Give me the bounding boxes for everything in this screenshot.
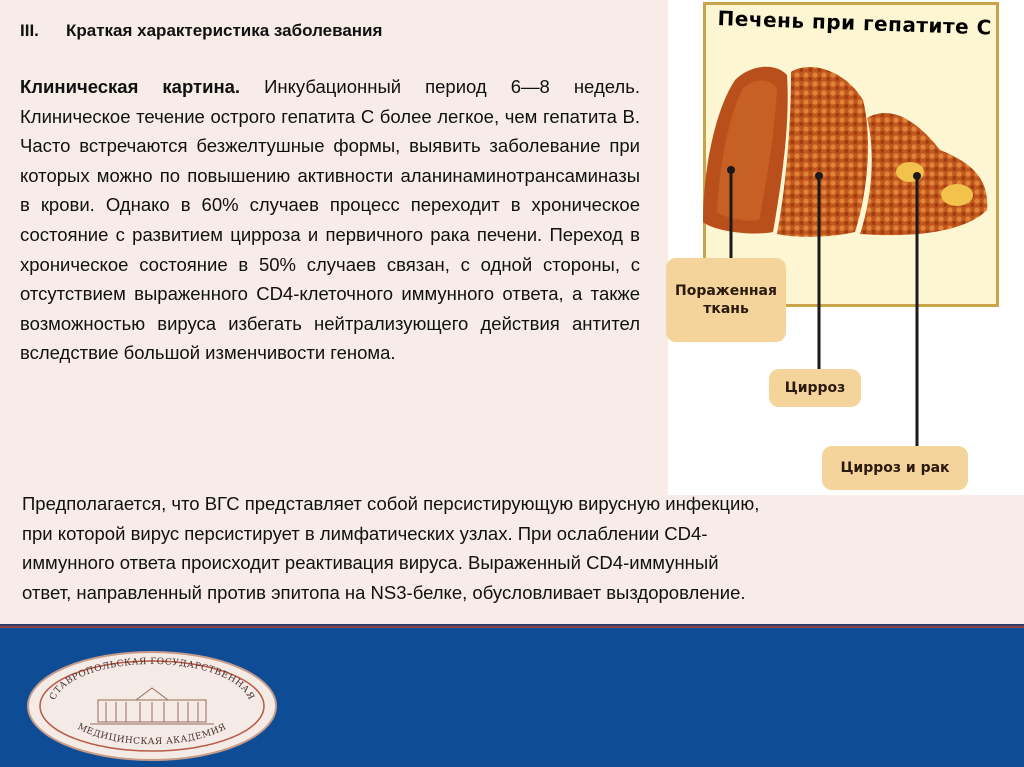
label-cirrhosis-and-cancer: Цирроз и рак: [822, 446, 968, 490]
persistence-line-4: ответ, направленный против эпитопа на NS3-белке, обусловливает выздоровление.: [22, 581, 746, 603]
persistence-line-2: при которой вирус персистирует в лимфатических узлах. При ослаблении CD4-: [22, 522, 708, 544]
label-cirrhosis: Цирроз: [769, 369, 861, 407]
section-number: III.: [20, 21, 39, 40]
label-affected-tissue: Пораженная ткань: [666, 258, 786, 342]
liver-illustration: [695, 0, 1024, 500]
logo-bottom-text: МЕДИЦИНСКАЯ АКАДЕМИЯ: [75, 722, 229, 748]
section-heading: [20, 18, 640, 44]
liver-cirrhosis-lobe: [777, 67, 868, 237]
clinical-picture-paragraph: [20, 72, 640, 368]
main-text-block: [20, 18, 640, 368]
clinical-picture-text: Инкубационный период 6—8 недель. Клиническое течение острого гепатита С более легкое, чем гепатита В. Часто встречаются безжелтушные формы, выявить заболевание при которых можно по повышению активности аланинаминотрансаминазы в крови. Однако в 60% случаев процесс переходит в хроническое состояние с развитием цирроза и первичного рака печени. Переход в хроническое состояние в 50% случаев связан, с одной стороны, с отсутствием выраженного CD4-клеточного иммунного ответа, а также возможностью вируса избегать нейтрализующего действия антител вследствие большой изменчивости генома.: [20, 76, 640, 364]
clinical-picture-lead: Клиническая картина.: [20, 76, 241, 97]
persistence-line-3: иммунного ответа происходит реактивация вируса. Выраженный CD4-иммунный: [22, 552, 719, 574]
persistence-line-1: Предполагается, что ВГС представляет собой персистирующую вирусную инфекцию,: [22, 493, 760, 514]
section-title: Краткая характеристика заболевания: [66, 21, 383, 40]
tumor-spot: [896, 162, 924, 182]
tumor-spot: [941, 184, 973, 206]
logo-top-text: СТАВРОПОЛЬСКАЯ ГОСУДАРСТВЕННАЯ: [48, 656, 256, 702]
liver-figure-title: Печень при гепатите С: [717, 6, 993, 40]
persistence-paragraph: [22, 489, 1007, 607]
academy-logo: [26, 650, 278, 762]
